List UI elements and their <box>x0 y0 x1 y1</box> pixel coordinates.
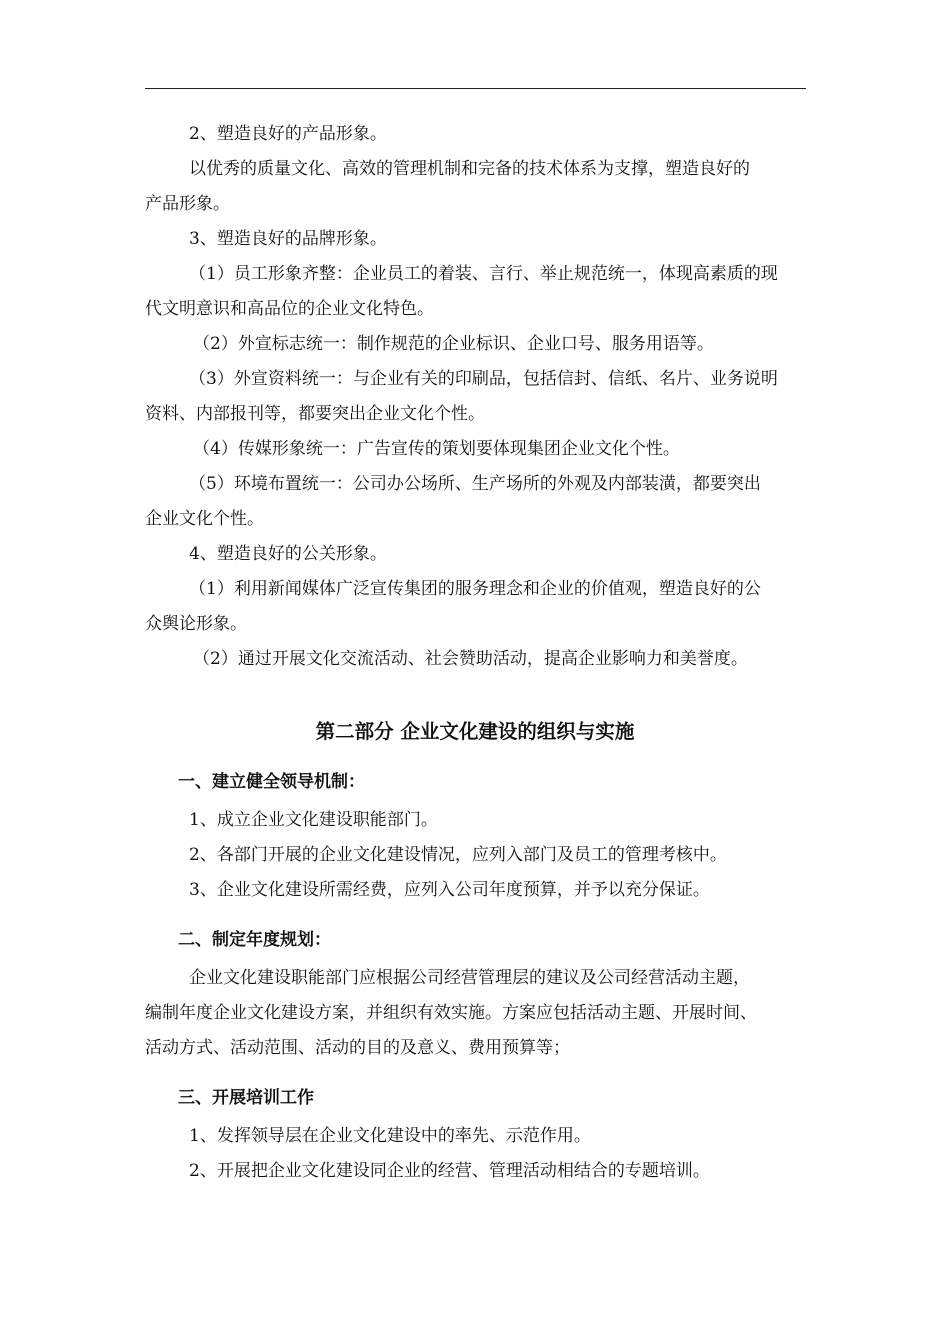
list-item: 1、发挥领导层在企业文化建设中的率先、示范作用。 <box>189 1126 591 1146</box>
list-item: 2、塑造良好的产品形象。 <box>189 124 387 144</box>
list-item: 2、各部门开展的企业文化建设情况，应列入部门及员工的管理考核中。 <box>189 845 727 865</box>
paragraph-line: （4）传媒形象统一：广告宣传的策划要体现集团企业文化个性。 <box>193 439 680 459</box>
paragraph-line: （2）通过开展文化交流活动、社会赞助活动，提高企业影响力和美誉度。 <box>193 649 748 669</box>
paragraph-line: 编制年度企业文化建设方案，并组织有效实施。方案应包括活动主题、开展时间、 <box>145 1003 757 1023</box>
list-item: 3、企业文化建设所需经费，应列入公司年度预算，并予以充分保证。 <box>189 880 710 900</box>
list-item: 1、成立企业文化建设职能部门。 <box>189 810 438 830</box>
list-item: 2、开展把企业文化建设同企业的经营、管理活动相结合的专题培训。 <box>189 1161 710 1181</box>
paragraph-line: 活动方式、活动范围、活动的目的及意义、费用预算等； <box>145 1038 570 1058</box>
paragraph-line: 代文明意识和高品位的企业文化特色。 <box>145 299 434 319</box>
list-item: 4、塑造良好的公关形象。 <box>189 544 387 564</box>
paragraph-line: 产品形象。 <box>145 194 230 214</box>
paragraph-line: 企业文化建设职能部门应根据公司经营管理层的建议及公司经营活动主题， <box>189 968 750 988</box>
paragraph-line: （5）环境布置统一：公司办公场所、生产场所的外观及内部装潢，都要突出 <box>189 474 761 494</box>
heading-leadership: 一、建立健全领导机制： <box>178 772 365 792</box>
paragraph-line: 企业文化个性。 <box>145 509 264 529</box>
paragraph-line: 资料、内部报刊等，都要突出企业文化个性。 <box>145 404 485 424</box>
paragraph-line: （1）利用新闻媒体广泛宣传集团的服务理念和企业的价值观，塑造良好的公 <box>189 579 761 599</box>
paragraph-line: 以优秀的质量文化、高效的管理机制和完备的技术体系为支撑，塑造良好的 <box>189 159 750 179</box>
paragraph-line: （3）外宣资料统一：与企业有关的印刷品，包括信封、信纸、名片、业务说明 <box>189 369 778 389</box>
section-title: 第二部分 企业文化建设的组织与实施 <box>315 720 635 743</box>
paragraph-line: （1）员工形象齐整：企业员工的着装、言行、举止规范统一，体现高素质的现 <box>189 264 778 284</box>
heading-annual-plan: 二、制定年度规划： <box>178 930 331 950</box>
list-item: 3、塑造良好的品牌形象。 <box>189 229 387 249</box>
heading-training: 三、开展培训工作 <box>178 1088 314 1108</box>
header-rule <box>145 88 806 89</box>
paragraph-line: （2）外宣标志统一：制作规范的企业标识、企业口号、服务用语等。 <box>193 334 714 354</box>
paragraph-line: 众舆论形象。 <box>145 614 247 634</box>
